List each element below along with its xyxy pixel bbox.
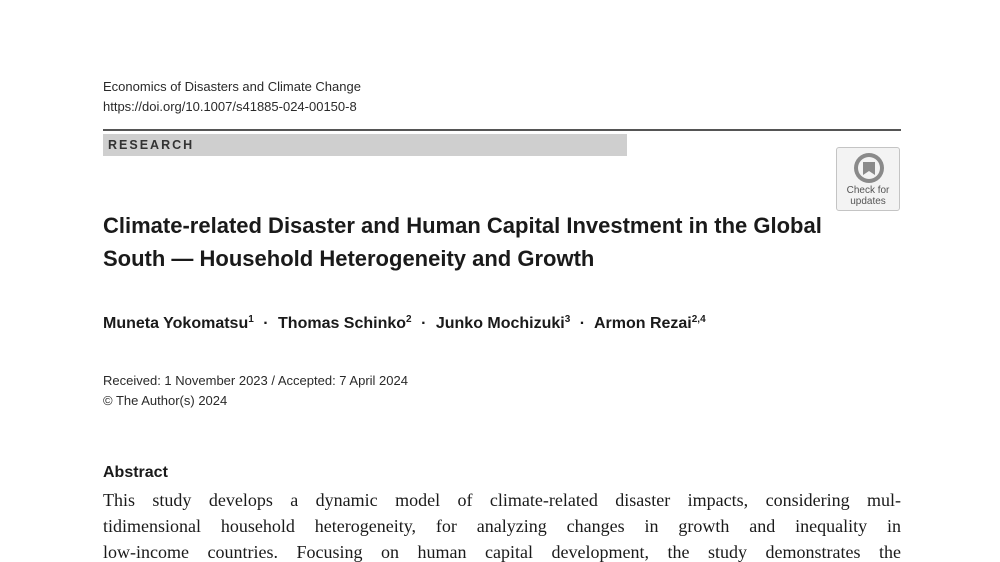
journal-name: Economics of Disasters and Climate Change bbox=[103, 79, 361, 94]
article-title: Climate-related Disaster and Human Capital Investment in the Global South — Household Heterogeneity and Growth bbox=[103, 213, 822, 271]
author-list bbox=[103, 313, 706, 335]
doi-link[interactable]: https://doi.org/10.1007/s41885-024-00150-8 bbox=[103, 99, 357, 114]
abstract-heading: Abstract bbox=[103, 464, 168, 481]
author-affiliation: 2 bbox=[406, 314, 412, 325]
header-rule bbox=[103, 129, 901, 131]
check-for-updates-badge[interactable] bbox=[836, 147, 900, 211]
author-name[interactable]: Thomas Schinko bbox=[278, 315, 407, 332]
check-for-updates-icon bbox=[852, 151, 886, 185]
check-for-updates-line2: updates bbox=[850, 196, 886, 207]
author-separator: · bbox=[579, 315, 586, 332]
author-affiliation: 2,4 bbox=[691, 314, 706, 325]
author-affiliation: 1 bbox=[248, 314, 254, 325]
copyright-notice: © The Author(s) 2024 bbox=[103, 393, 228, 408]
abstract-line: This study develops a dynamic model of climate-related disaster impacts, considering mul- bbox=[103, 490, 901, 510]
author-separator: · bbox=[421, 315, 427, 332]
check-for-updates-text bbox=[837, 185, 899, 207]
author-name[interactable]: Junko Mochizuki bbox=[435, 315, 565, 332]
article-type-label: RESEARCH bbox=[108, 138, 195, 152]
author-affiliation: 3 bbox=[564, 314, 571, 325]
received-accepted-dates: Received: 1 November 2023 / Accepted: 7 April 2024 bbox=[103, 373, 408, 388]
abstract-line: tidimensional household heterogeneity, for analyzing changes in growth and inequality in bbox=[103, 516, 901, 536]
abstract-line: low-income countries. Focusing on human capital development, the study demonstrates the bbox=[103, 542, 901, 562]
abstract-body bbox=[103, 487, 901, 562]
author-separator: · bbox=[263, 315, 269, 332]
author-name[interactable]: Armon Rezai bbox=[593, 315, 692, 332]
check-for-updates-line1: Check for bbox=[846, 185, 890, 196]
author-name[interactable]: Muneta Yokomatsu bbox=[103, 315, 249, 332]
